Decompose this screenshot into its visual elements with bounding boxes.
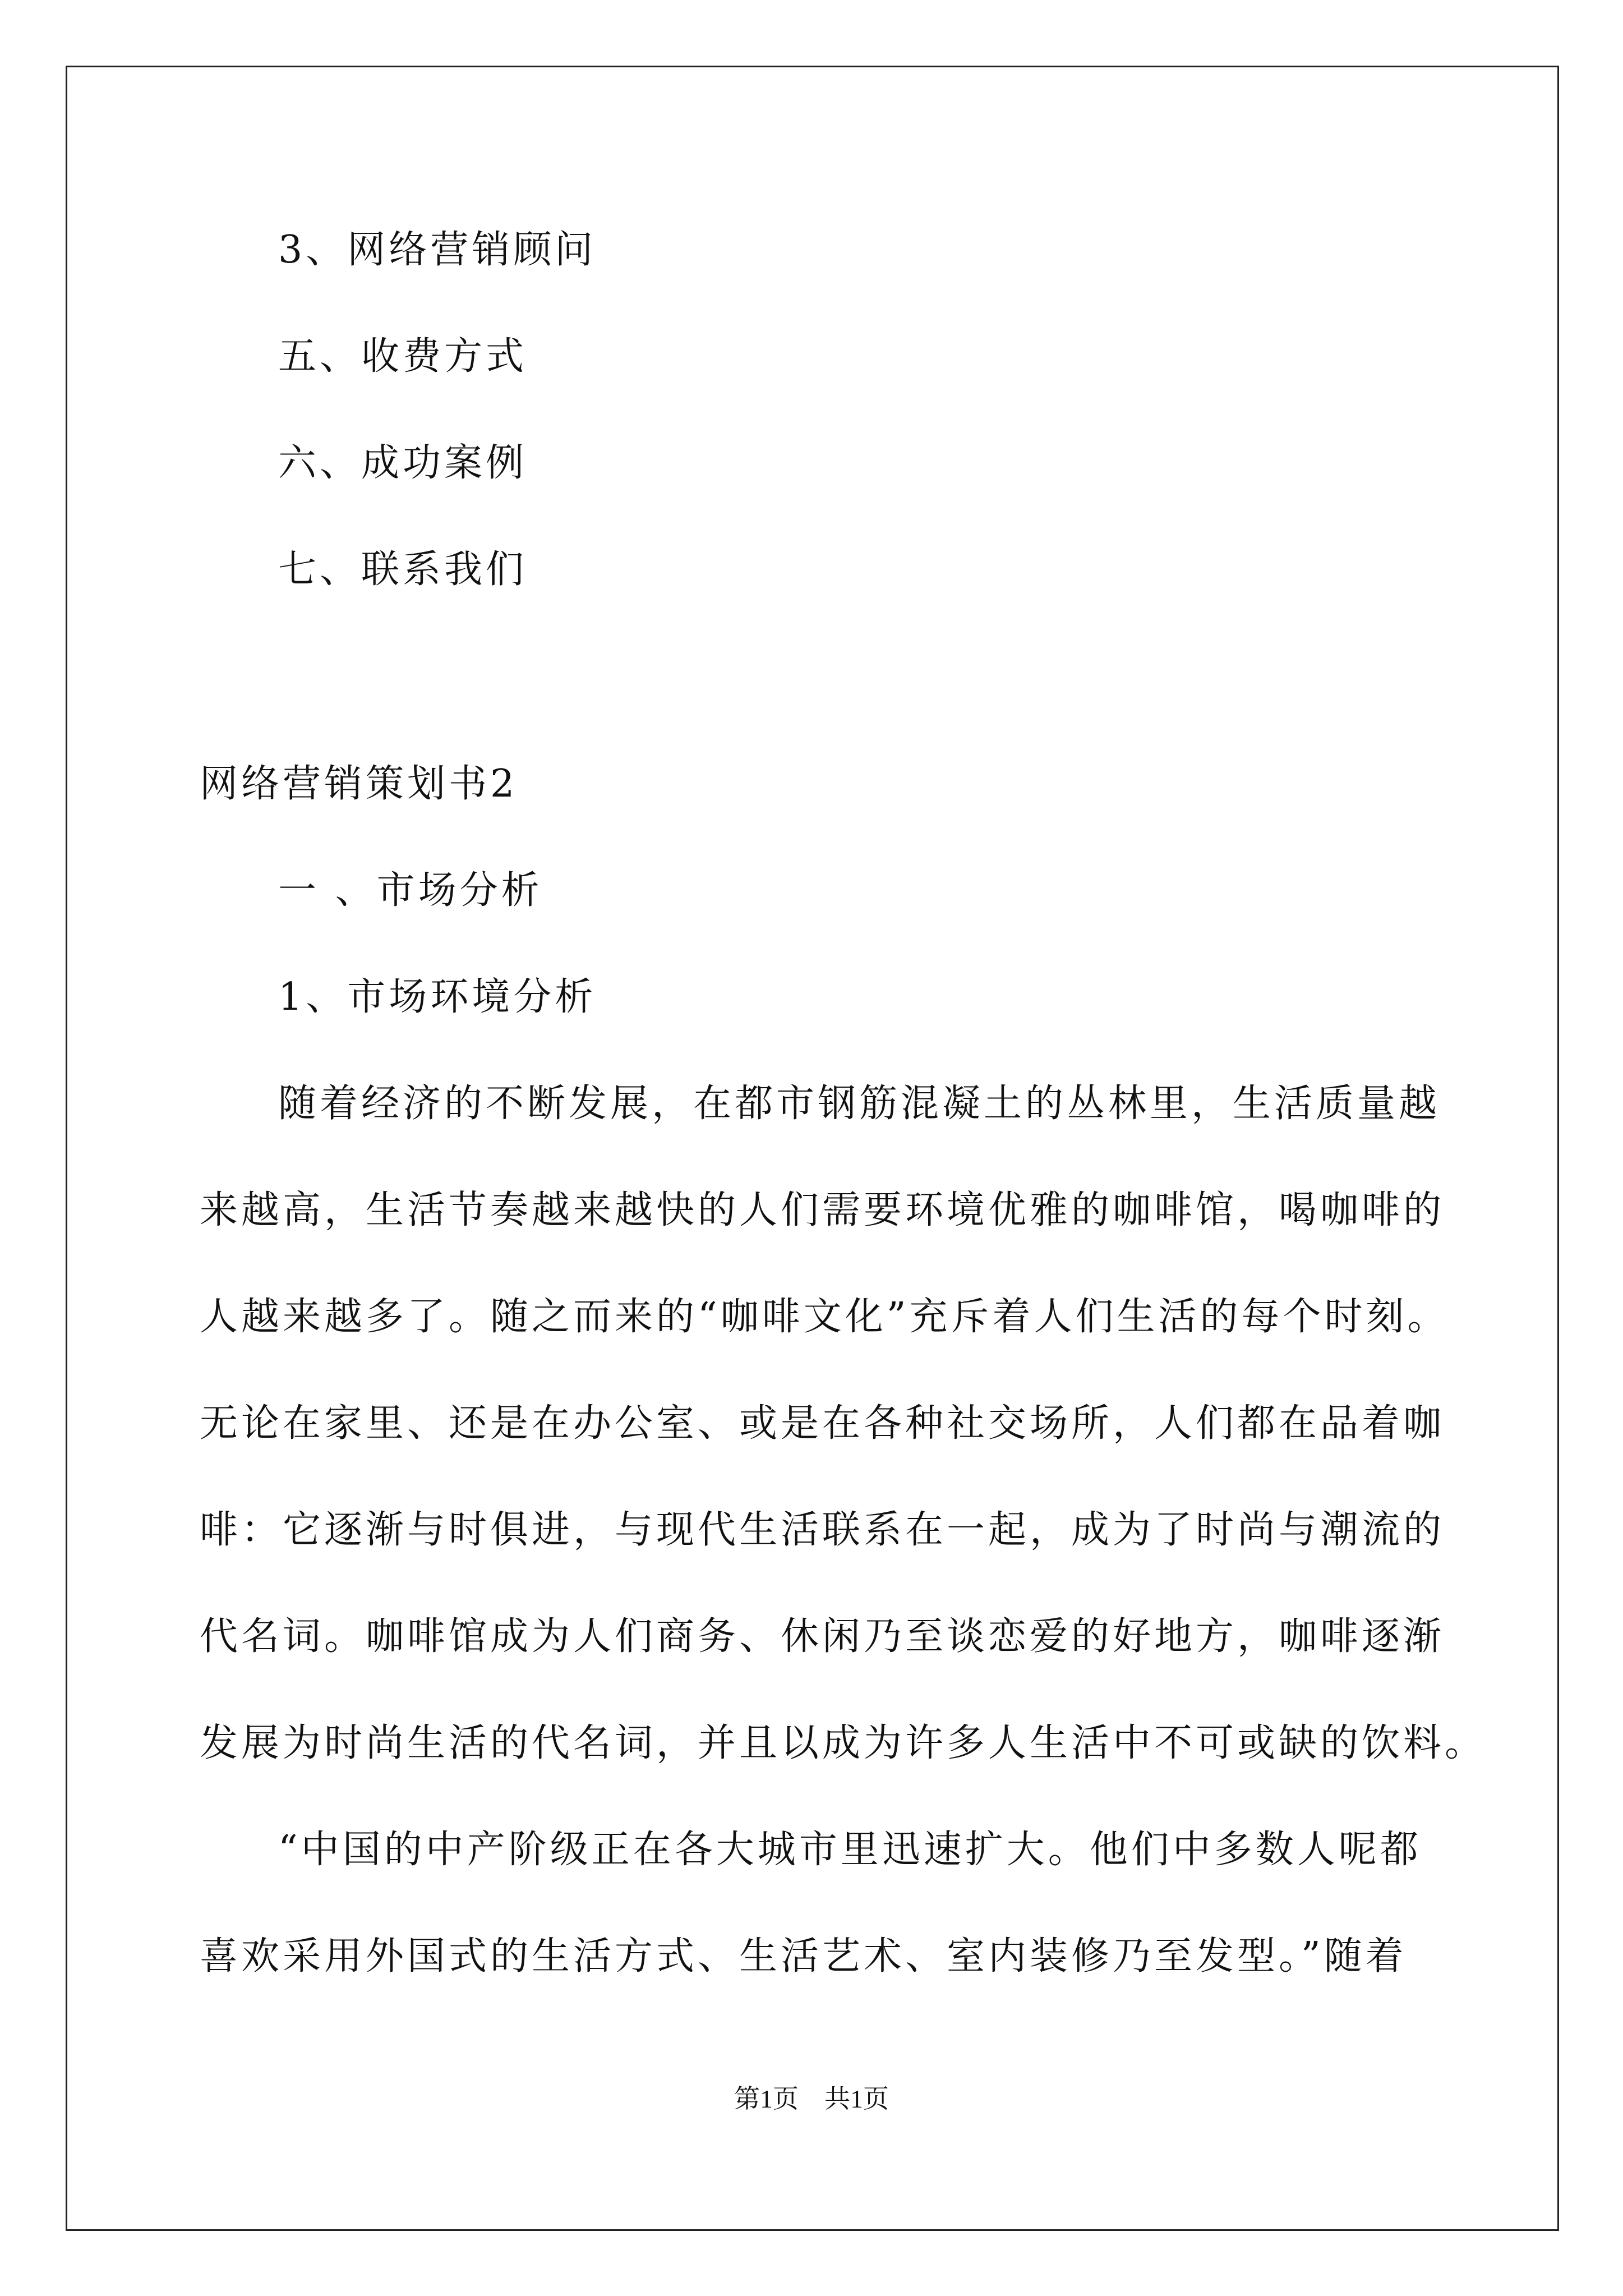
subsection-title: 一 、市场分析 — [278, 868, 543, 913]
sub-item-title: 1、市场环境分析 — [278, 975, 597, 1019]
page-number-footer: 第1页 共1页 — [734, 2085, 889, 2113]
section-item-consultant: 3、网络营销顾问 — [278, 228, 597, 272]
paragraph-line: 喜欢采用外国式的生活方式、生活艺术、室内装修乃至发型。”随着 — [200, 1934, 1407, 1978]
section-item-fees: 五、收费方式 — [278, 334, 528, 379]
paragraph-line: 无论在家里、还是在办公室、或是在各种社交场所，人们都在品着咖 — [200, 1401, 1445, 1446]
paragraph-line: 人越来越多了。随之而来的“咖啡文化”充斥着人们生活的每个时刻。 — [200, 1295, 1449, 1339]
paragraph-line: 代名词。咖啡馆成为人们商务、休闲乃至谈恋爱的好地方，咖啡逐渐 — [200, 1614, 1445, 1659]
document-heading: 网络营销策划书2 — [200, 762, 518, 806]
paragraph-line: 随着经济的不断发展，在都市钢筋混凝土的丛林里，生活质量越 — [278, 1082, 1441, 1126]
section-item-cases: 六、成功案例 — [278, 441, 528, 485]
page-border — [66, 66, 1559, 2231]
section-item-contact: 七、联系我们 — [278, 547, 528, 592]
paragraph-line: 啡：它逐渐与时俱进，与现代生活联系在一起，成为了时尚与潮流的 — [200, 1508, 1445, 1552]
paragraph-line: “中国的中产阶级正在各大城市里迅速扩大。他们中多数人呢都 — [278, 1828, 1422, 1872]
paragraph-line: 发展为时尚生活的代名词，并且以成为许多人生活中不可或缺的饮料。 — [200, 1721, 1487, 1765]
paragraph-line: 来越高，生活节奏越来越快的人们需要环境优雅的咖啡馆，喝咖啡的 — [200, 1188, 1445, 1232]
